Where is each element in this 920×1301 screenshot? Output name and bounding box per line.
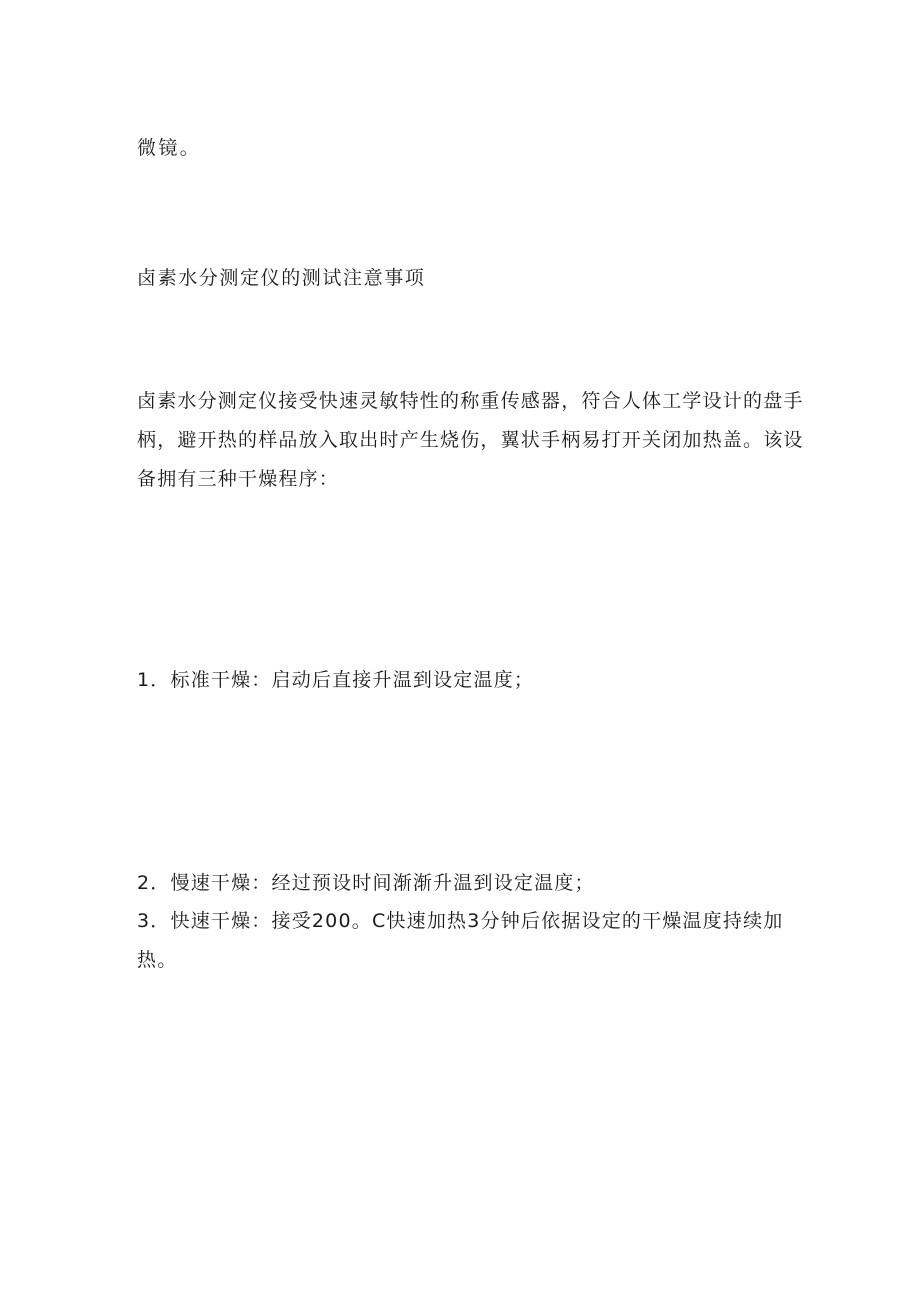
program-item-fast-line-2: 热。: [137, 949, 178, 971]
intro-line-1: 卤素水分测定仪接受快速灵敏特性的称重传感器，符合人体工学设计的盘手: [137, 390, 804, 412]
intro-line-2: 柄，避开热的样品放入取出时产生烧伤，翼状手柄易打开关闭加热盖。该设: [137, 429, 804, 451]
intro-line-3: 备拥有三种干燥程序：: [137, 468, 340, 490]
program-item-slow: 2．慢速干燥：经过预设时间渐渐升温到设定温度；: [137, 872, 595, 894]
section-title: 卤素水分测定仪的测试注意事项: [137, 267, 426, 289]
program-item-fast-line-1: 3．快速干燥：接受200。C快速加热3分钟后依据设定的干燥温度持续加: [137, 910, 784, 932]
program-item-standard: 1．标准干燥：启动后直接升温到设定温度；: [137, 669, 535, 691]
continuation-text: 微镜。: [137, 137, 202, 159]
